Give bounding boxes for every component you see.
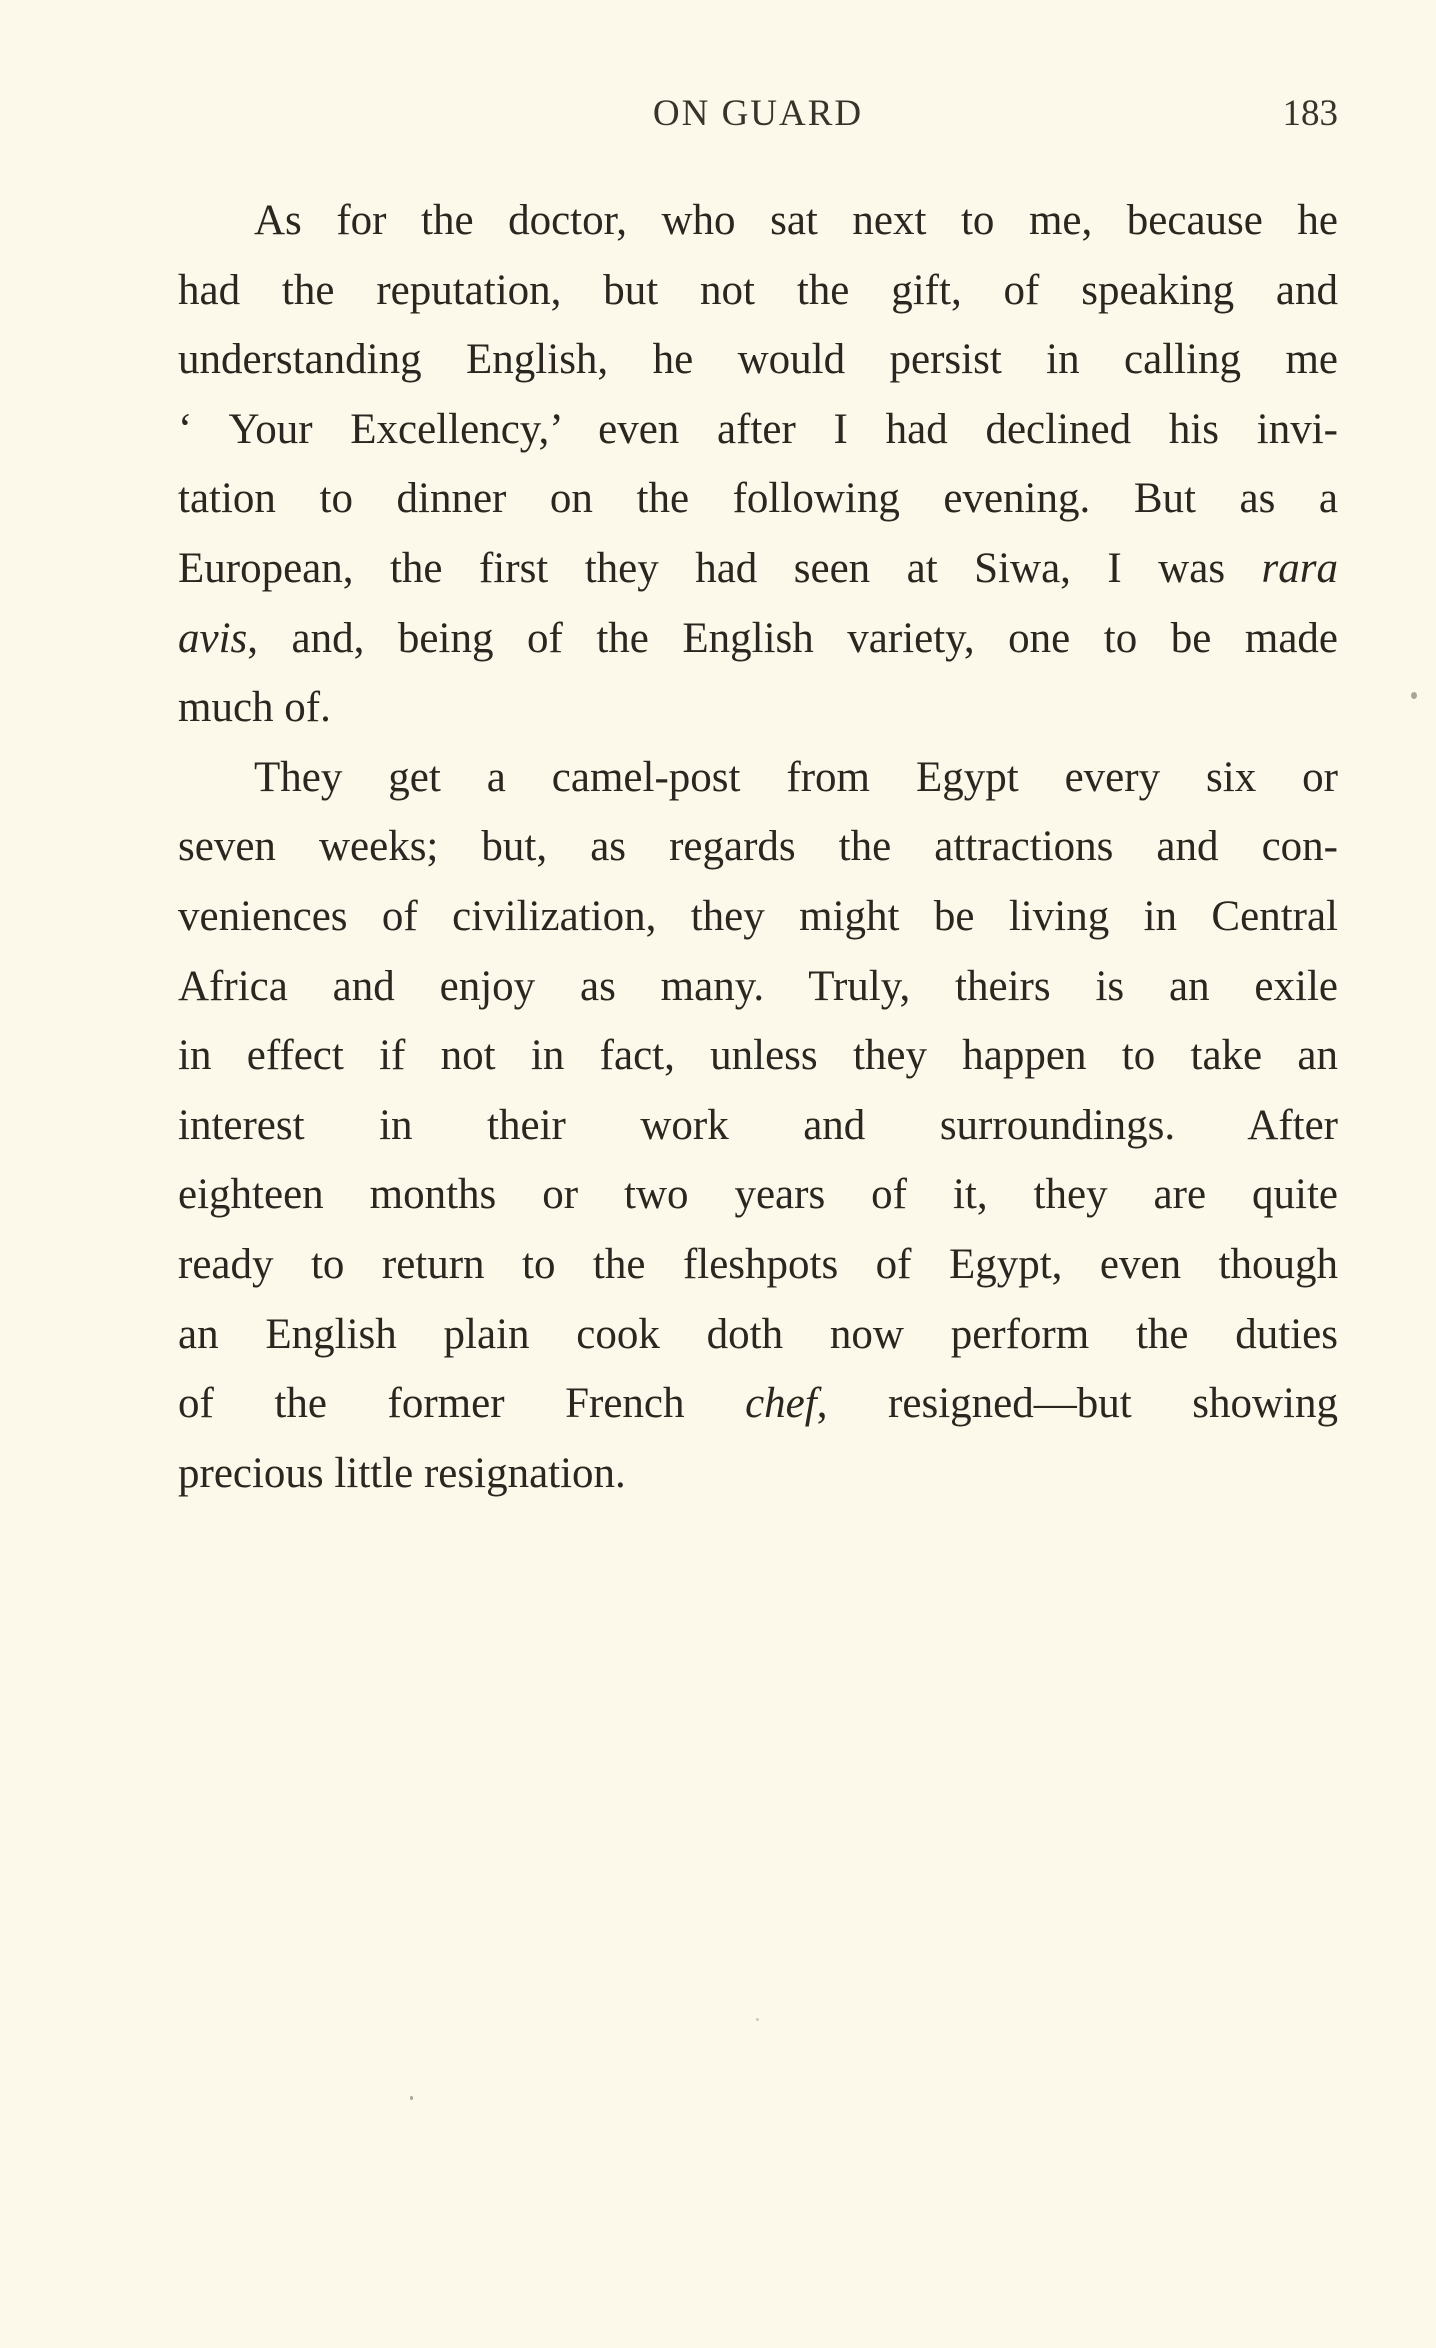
text-line: much of. [178,684,331,732]
italic-phrase: chef [745,1380,817,1428]
text-line: ‘ Your Excellency,’ even after I had declined his invi- [178,405,1338,453]
text-line: As for the doctor, who sat next to me, because he [254,197,1338,244]
paragraph-2 [178,743,1338,1509]
text-line: precious little resignation. [178,1449,626,1497]
text-line: interest in their work and surroundings. After [178,1101,1338,1149]
paragraph-1 [178,186,1338,743]
paper-speck [756,2018,759,2021]
text-line: eighteen months or two years of it, they are quite [178,1171,1338,1219]
text-line: Africa and enjoy as many. Truly, theirs is an exile [178,962,1338,1010]
text-line: avis, and, being of the English variety, one to be made [178,614,1338,662]
text-line: ready to return to the fleshpots of Egypt, even though [178,1240,1338,1288]
page-number: 183 [1282,93,1338,134]
paper-speck [1411,692,1417,699]
text-line: an English plain cook doth now perform the duties [178,1310,1338,1358]
running-head [178,92,1338,142]
text-line: of the former French chef, resigned—but showing [178,1380,1338,1428]
body-text [178,186,1338,1508]
text-line: They get a camel-post from Egypt every six or [254,753,1338,801]
paper-speck [410,2096,413,2100]
text-line: tation to dinner on the following evening. But as a [178,475,1338,523]
italic-phrase: avis [178,614,248,662]
text-line: had the reputation, but not the gift, of speaking and [178,266,1338,314]
text-line: seven weeks; but, as regards the attractions and con- [178,823,1338,871]
text-line: in effect if not in fact, unless they happen to take an [178,1032,1338,1080]
running-title: ON GUARD [652,93,864,134]
text-line: understanding English, he would persist in calling me [178,336,1338,384]
text-line: European, the first they had seen at Siwa, I was rara [178,544,1338,592]
text-line: veniences of civilization, they might be living in Central [178,892,1338,940]
italic-phrase: rara [1261,544,1338,592]
